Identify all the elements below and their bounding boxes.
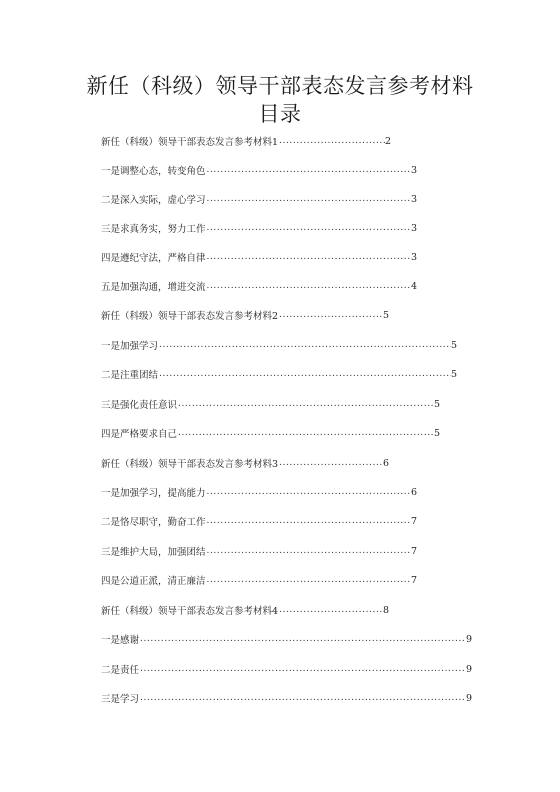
toc-page-number: 3 (410, 251, 417, 263)
toc-leader-dots (278, 605, 383, 615)
toc-entry[interactable] (101, 691, 472, 705)
toc-leader-dots (206, 165, 411, 175)
toc-entry[interactable] (101, 250, 417, 264)
toc-heading: 目录 (258, 102, 302, 126)
toc-entry[interactable] (101, 397, 440, 411)
toc-entry-title: 一是感谢 (101, 635, 140, 646)
toc-page-number: 6 (410, 486, 417, 498)
toc-leader-dots (158, 369, 451, 379)
toc-entry[interactable] (101, 338, 457, 352)
toc-page-number: 7 (410, 574, 417, 586)
toc-entry-title: 新任（科级）领导干部表态发言参考材料1 (101, 137, 279, 148)
toc-leader-dots (177, 428, 434, 438)
toc-leader-dots (206, 252, 411, 262)
toc-page-number: 5 (382, 309, 389, 321)
toc-page-number: 7 (410, 515, 417, 527)
toc-entry[interactable] (101, 279, 417, 293)
toc-page-number: 9 (465, 663, 472, 675)
toc-entry-title: 四是严格要求自己 (101, 429, 178, 440)
toc-entry[interactable] (101, 367, 457, 381)
toc-page-number: 7 (410, 545, 417, 557)
toc-leader-dots (206, 575, 411, 585)
toc-leader-dots (139, 634, 466, 644)
toc-page-number: 5 (450, 339, 457, 351)
toc-entry[interactable] (101, 134, 391, 148)
toc-entry-title: 三是求真务实，努力工作 (101, 224, 206, 235)
toc-entry-title: 二是恪尽职守，勤奋工作 (101, 517, 206, 528)
toc-entry-title: 四是遵纪守法，严格自律 (101, 253, 206, 264)
toc-leader-dots (158, 340, 451, 350)
toc-entry[interactable] (101, 544, 417, 558)
toc-leader-dots (206, 516, 411, 526)
toc-page-number: 3 (410, 193, 417, 205)
toc-leader-dots (139, 664, 466, 674)
toc-entry[interactable] (101, 221, 417, 235)
toc-leader-dots (206, 546, 411, 556)
toc-leader-dots (278, 458, 383, 468)
toc-entry-title: 三是强化责任意识 (101, 400, 178, 411)
toc-leader-dots (139, 693, 466, 703)
toc-page-number: 6 (382, 457, 389, 469)
toc-page-number: 5 (450, 368, 457, 380)
toc-leader-dots (278, 310, 383, 320)
toc-leader-dots (177, 399, 434, 409)
toc-entry-title: 新任（科级）领导干部表态发言参考材料3 (101, 459, 279, 470)
toc-entry-title: 三是维护大局，加强团结 (101, 547, 206, 558)
toc-entry-title: 一是调整心态，转变角色 (101, 166, 206, 177)
toc-page-number: 9 (465, 692, 472, 704)
toc-entry[interactable] (101, 192, 417, 206)
toc-entry-title: 一是加强学习，提高能力 (101, 488, 206, 499)
toc-entry-title: 新任（科级）领导干部表态发言参考材料2 (101, 311, 279, 322)
toc-page-number: 8 (382, 604, 389, 616)
toc-leader-dots (206, 194, 411, 204)
toc-entry[interactable] (101, 485, 417, 499)
toc-leader-dots (206, 281, 411, 291)
toc-leader-dots (206, 487, 411, 497)
toc-entry-title: 四是公道正派，清正廉洁 (101, 576, 206, 587)
toc-entry[interactable] (101, 573, 417, 587)
toc-entry[interactable] (101, 456, 389, 470)
document-title: 新任（科级）领导干部表态发言参考材料 (86, 74, 474, 98)
toc-entry-title: 二是责任 (101, 665, 140, 676)
toc-entry[interactable] (101, 662, 472, 676)
toc-page-number: 5 (433, 398, 440, 410)
toc-entry[interactable] (101, 603, 389, 617)
toc-entry[interactable] (101, 514, 417, 528)
toc-leader-dots (206, 223, 411, 233)
toc-entry-title: 二是深入实际，虚心学习 (101, 195, 206, 206)
toc-entry-title: 一是加强学习 (101, 341, 159, 352)
toc-entry-title: 五是加强沟通，增进交流 (101, 282, 206, 293)
toc-page-number: 3 (410, 222, 417, 234)
toc-entry[interactable] (101, 632, 472, 646)
toc-page-number: 4 (410, 280, 417, 292)
toc-entry[interactable] (101, 308, 389, 322)
toc-page-number: 3 (410, 164, 417, 176)
toc-page-number: 9 (465, 633, 472, 645)
toc-page-number: 2 (384, 135, 391, 147)
toc-entry-title: 新任（科级）领导干部表态发言参考材料4 (101, 606, 279, 617)
toc-page-number: 5 (433, 427, 440, 439)
toc-leader-dots (278, 136, 385, 146)
toc-entry-title: 二是注重团结 (101, 370, 159, 381)
toc-entry[interactable] (101, 163, 417, 177)
toc-entry[interactable] (101, 426, 440, 440)
toc-entry-title: 三是学习 (101, 694, 140, 705)
